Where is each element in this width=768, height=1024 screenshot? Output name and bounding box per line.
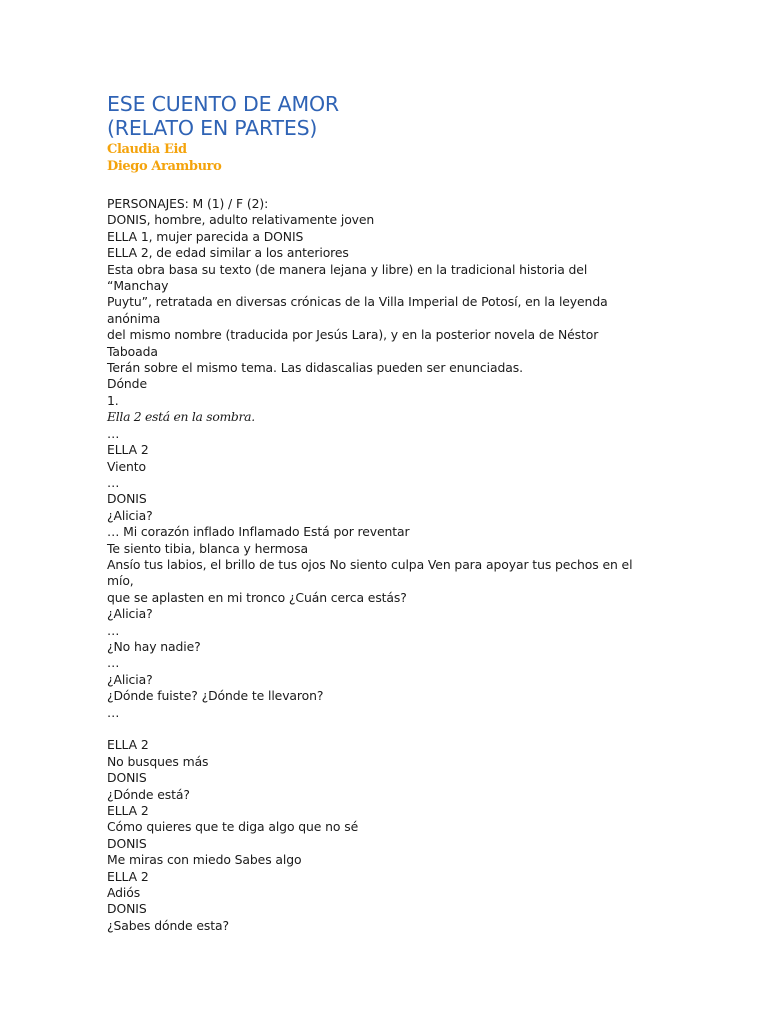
author-list <box>107 142 747 175</box>
text-line: Esta obra basa su texto (de manera lejana y libre) en la tradicional historia del <box>107 261 588 277</box>
text-line: ¿Alicia? <box>107 507 153 523</box>
text-line: “Manchay <box>107 278 169 294</box>
text-line: ¿Alicia? <box>107 606 153 622</box>
text-line: ¿Sabes dónde esta? <box>107 917 229 933</box>
text-line: mío, <box>107 573 134 589</box>
author-name: Claudia Eid <box>107 142 187 157</box>
text-line: DONIS, hombre, adulto relativamente joven <box>107 212 375 228</box>
author-name: Diego Aramburo <box>107 158 222 174</box>
text-line: Dónde <box>107 376 147 392</box>
text-line: ¿No hay nadie? <box>107 638 201 654</box>
text-line: anónima <box>107 310 161 326</box>
text-line: ELLA 2 <box>107 803 149 819</box>
text-line: Ansío tus labios, el brillo de tus ojos No siento culpa Ven para apoyar tus pechos en el <box>107 556 633 572</box>
text-line: ¿Dónde fuiste? ¿Dónde te llevaron? <box>107 688 324 704</box>
text-line: ELLA 2 <box>107 868 149 884</box>
text-line: … <box>107 655 120 671</box>
text-line: PERSONAJES: M (1) / F (2): <box>107 196 269 211</box>
document-page <box>107 92 747 934</box>
text-line: DONIS <box>107 901 147 917</box>
text-line: Cómo quieres que te diga algo que no sé <box>107 819 359 835</box>
blank-line <box>107 721 747 737</box>
text-line: DONIS <box>107 835 147 851</box>
document-body <box>107 196 747 934</box>
text-line: que se aplasten en mi tronco ¿Cuán cerca estás? <box>107 589 407 605</box>
text-line: ¿Alicia? <box>107 671 153 687</box>
text-line: Me miras con miedo Sabes algo <box>107 852 302 868</box>
text-line: ELLA 2, de edad similar a los anteriores <box>107 245 349 261</box>
text-line: ¿Dónde está? <box>107 786 190 802</box>
title-line-2: (RELATO EN PARTES) <box>107 116 318 140</box>
document-title <box>107 92 747 140</box>
text-line: … <box>107 704 120 720</box>
text-line: … Mi corazón inflado Inflamado Está por reventar <box>107 524 410 540</box>
text-line: DONIS <box>107 491 147 507</box>
text-line: Puytu”, retratada en diversas crónicas de la Villa Imperial de Potosí, en la leyenda <box>107 294 608 310</box>
text-line: Taboada <box>107 343 158 359</box>
text-line: 1. <box>107 392 119 408</box>
text-line: Adiós <box>107 885 141 901</box>
text-line: No busques más <box>107 753 209 769</box>
text-line: Terán sobre el mismo tema. Las didascalias pueden ser enunciadas. <box>107 360 523 376</box>
text-line: … <box>107 425 120 441</box>
text-line: ELLA 1, mujer parecida a DONIS <box>107 228 304 244</box>
text-line: … <box>107 622 120 638</box>
text-line: … <box>107 474 120 490</box>
text-line: Viento <box>107 458 146 474</box>
stage-direction: Ella 2 está en la sombra. <box>107 409 255 425</box>
title-line-1: ESE CUENTO DE AMOR <box>107 92 339 116</box>
text-line: DONIS <box>107 770 147 786</box>
text-line: del mismo nombre (traducida por Jesús Lara), y en la posterior novela de Néstor <box>107 327 599 343</box>
text-line: Te siento tibia, blanca y hermosa <box>107 540 308 556</box>
text-line: ELLA 2 <box>107 737 149 753</box>
text-line: ELLA 2 <box>107 442 149 458</box>
